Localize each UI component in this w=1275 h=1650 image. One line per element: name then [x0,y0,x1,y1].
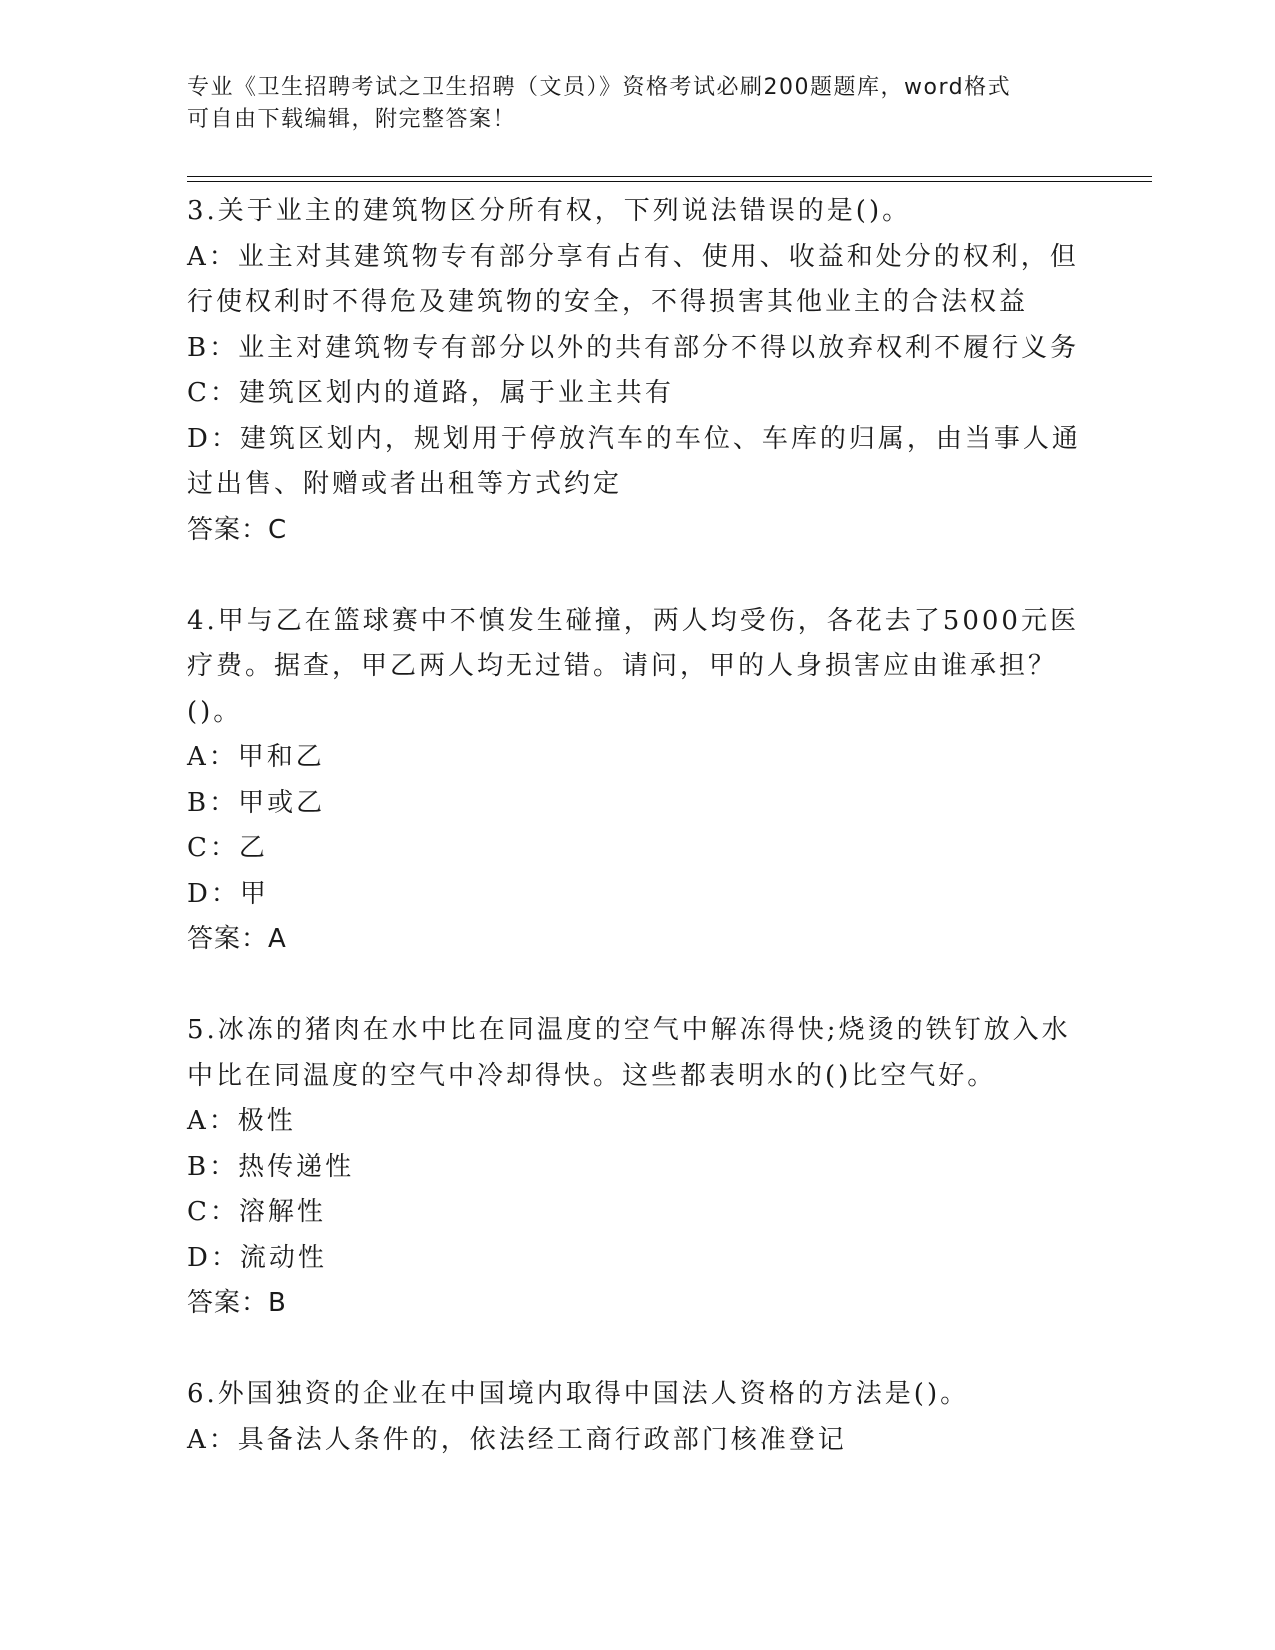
option-b: B：甲或乙 [187,787,326,818]
spacer [187,553,1087,599]
answer-line: 答案：B [187,1288,287,1318]
option-d: D：建筑区划内，规划用于停放汽车的车位、车库的归属，由当事人通 [187,423,1081,454]
option-a-continued: 行使权利时不得危及建筑物的安全，不得损害其他业主的合法权益 [187,287,1029,317]
question-6 [187,1372,1087,1463]
option-c: C：建筑区划内的道路，属于业主共有 [187,378,674,408]
option-d-continued: 过出售、附赠或者出租等方式约定 [187,469,623,499]
option-a: A：具备法人条件的，依法经工商行政部门核准登记 [187,1424,847,1455]
header-line-2: 可自由下载编辑，附完整答案！ [187,107,517,132]
spacer [187,963,1087,1009]
question-stem-continued: 中比在同温度的空气中冷却得快。这些都表明水的()比空气好。 [187,1060,997,1091]
question-stem-end: ()。 [187,696,243,727]
question-stem-continued: 疗费。据查，甲乙两人均无过错。请问，甲的人身损害应由谁承担？ [187,651,1058,681]
option-c: C：溶解性 [187,1197,326,1227]
option-a: A：极性 [187,1106,296,1136]
question-stem: 3.关于业主的建筑物区分所有权，下列说法错误的是()。 [187,196,912,226]
spacer [187,1327,1087,1373]
question-stem: 4.甲与乙在篮球赛中不慎发生碰撞，两人均受伤，各花去了5000元医 [187,605,1079,636]
header-divider-top [187,176,1152,177]
question-4 [187,599,1087,963]
question-5 [187,1008,1087,1327]
option-c: C：乙 [187,833,268,863]
option-b: B：业主对建筑物专有部分以外的共有部分不得以放弃权利不履行义务 [187,332,1080,363]
document-header [187,72,1087,136]
option-a: A：业主对其建筑物专有部分享有占有、使用、收益和处分的权利，但 [187,241,1079,272]
header-divider-bottom [187,181,1152,182]
answer-line: 答案：A [187,924,287,954]
answer-line: 答案：C [187,514,288,545]
option-d: D：甲 [187,878,269,909]
option-a: A：甲和乙 [187,742,325,772]
header-line-1: 专业《卫生招聘考试之卫生招聘（文员）》资格考试必刷200题题库，word格式 [187,75,1012,100]
question-stem: 5.冰冻的猪肉在水中比在同温度的空气中解冻得快;烧烫的铁钉放入水 [187,1015,1071,1045]
question-stem: 6.外国独资的企业在中国境内取得中国法人资格的方法是()。 [187,1379,970,1409]
question-list [187,189,1087,1463]
question-3 [187,189,1087,553]
option-b: B：热传递性 [187,1151,355,1182]
option-d: D：流动性 [187,1242,327,1273]
